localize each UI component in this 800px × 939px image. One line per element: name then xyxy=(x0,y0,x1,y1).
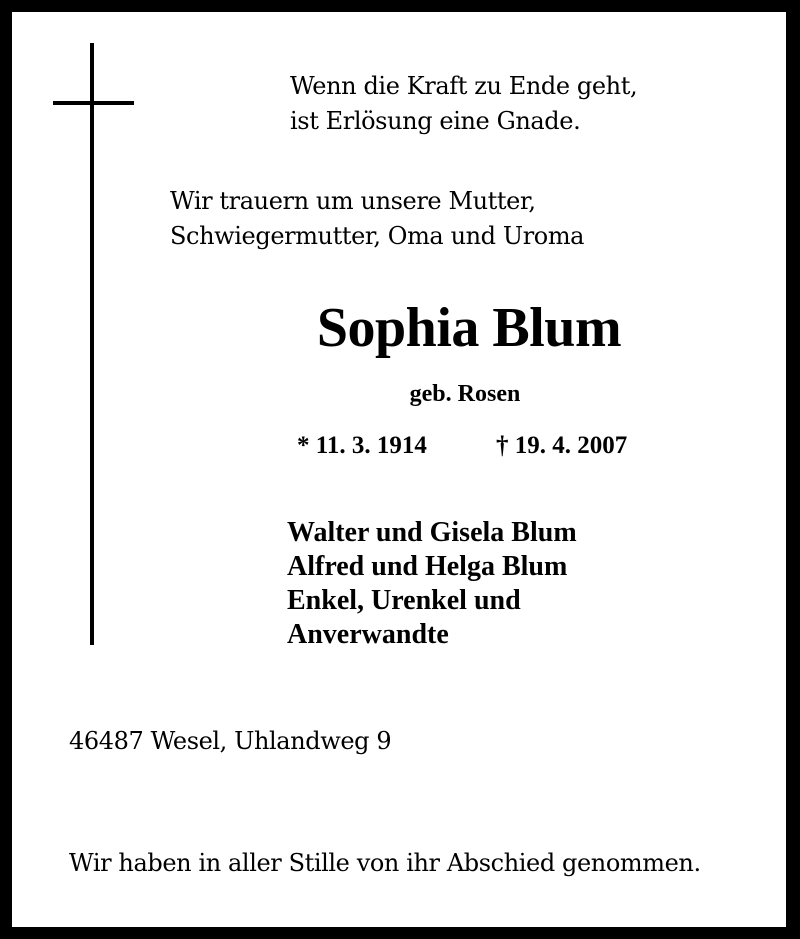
birth-date: * 11. 3. 1914 xyxy=(297,432,427,459)
closing-line: Wir haben in aller Stille von ihr Abschied genommen. xyxy=(69,849,701,877)
deceased-name: Sophia Blum xyxy=(316,297,622,359)
family-line-4: Anverwandte xyxy=(287,619,449,650)
death-date: † 19. 4. 2007 xyxy=(496,432,628,459)
mourning-line-2: Schwiegermutter, Oma und Uroma xyxy=(170,222,585,250)
mourning-line-1: Wir trauern um unsere Mutter, xyxy=(170,187,536,215)
family-line-1: Walter und Gisela Blum xyxy=(287,517,577,548)
family-line-3: Enkel, Urenkel und xyxy=(287,585,521,616)
maiden-name: geb. Rosen xyxy=(409,381,521,407)
address: 46487 Wesel, Uhlandweg 9 xyxy=(69,727,392,755)
verse-line-1: Wenn die Kraft zu Ende geht, xyxy=(290,72,638,100)
verse-line-2: ist Erlösung eine Gnade. xyxy=(290,107,581,135)
family-line-2: Alfred und Helga Blum xyxy=(287,551,568,582)
cross-horizontal-bar xyxy=(53,101,134,105)
